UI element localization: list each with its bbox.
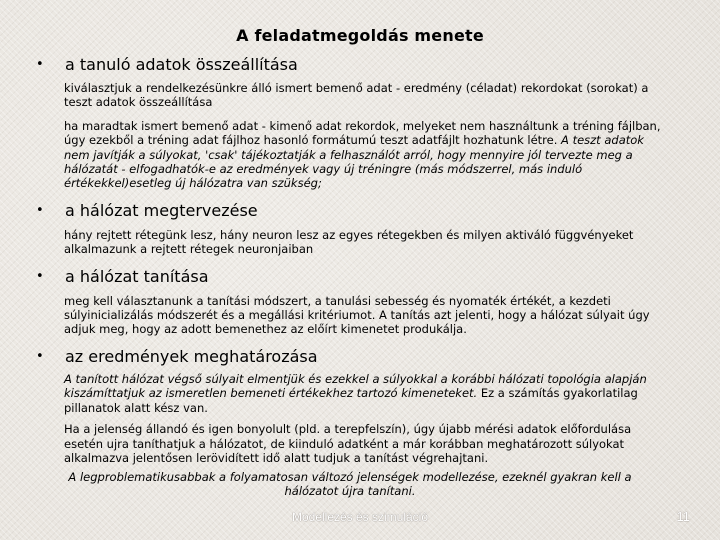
bullet-row: [36, 54, 668, 78]
closing-note: A legproblematikusabbak a folyamatosan változó jelenségek modellezése, ezeknél gyakran kell a hálózatot újra tanítani.: [68, 470, 632, 499]
section-heading: az eredmények meghatározása: [65, 346, 318, 366]
paragraph-italic: A tanított hálózat végső súlyait elmentjük és ezekkel a súlyokkal a korábbi hálózati topológia alapján kiszámíttatjuk az ismeretlen bemeneti értékekhez tartozó kimeneteket.: [64, 371, 647, 401]
bullet-row: [36, 200, 668, 224]
section-network-design: [36, 200, 668, 257]
paragraph: hány rejtett rétegünk lesz, hány neuron lesz az egyes rétegekben és milyen aktiváló függvényeket alkalmazunk a rejtett rétegek neuronjaiban: [64, 227, 634, 257]
paragraph: [64, 119, 668, 191]
paragraph-text: ha maradtak ismert bemenő adat - kimenő adat rekordok, melyeket nem használtunk a tréning fájlban, úgy ezekből a tréning adat fájlhoz hasonló formátumú teszt adatfájlt hozhatunk létre.: [64, 118, 661, 148]
bullet-icon: •: [36, 57, 44, 72]
slide-title: A feladatmegoldás menete: [236, 26, 484, 45]
page-number: 11: [676, 509, 690, 524]
footer-text: Modellezés és szimuláció: [291, 510, 429, 524]
bullet-icon: •: [36, 202, 44, 218]
bullet-row: [36, 266, 668, 290]
paragraph-text: Ez a számítás gyakorlatilag pillanatok alatt kész van.: [64, 386, 638, 415]
section-network-training: [36, 266, 668, 337]
bullet-icon: •: [36, 348, 44, 364]
section-training-data: [36, 54, 668, 191]
bullet-icon: •: [36, 268, 44, 284]
bullet-row: [36, 346, 668, 370]
paragraph-italic: A teszt adatok nem javítják a súlyokat, 'csak' tájékoztatják a felhasználót arról, hogy mennyire jól tervezte meg a hálózatát - elfogadhatók-e az eredmények vagy új tréningre (más módszerrel, más induló értékekkel)esetleg új hálózatra van szükség;: [64, 133, 644, 191]
content: [36, 54, 668, 465]
paragraph: meg kell választanunk a tanítási módszert, a tanulási sebesség és nyomaték értékét, a kezdeti súlyinicializálás módszerét és a megállási kritériumot. A tanítás azt jelenti, hogy a hálózat súlyait úgy adjuk meg, hogy az adott bemenethez az előírt kimenetet produkálja.: [64, 293, 650, 337]
paragraph: [64, 372, 668, 415]
section-heading: a hálózat tanítása: [65, 266, 209, 286]
paragraph: Ha a jelenség állandó és igen bonyolult (pld. a terepfelszín), úgy újabb mérési adatok előfordulása esetén ujra taníthatjuk a hálózatot, de kiinduló adatként a már korábban meghatározott súlyokat alkalmazva jelentősen lerövidített idő alatt tudjuk a tanítást végrehajtani.: [64, 422, 632, 465]
section-results: [36, 346, 668, 465]
section-heading: a hálózat megtervezése: [65, 200, 258, 220]
paragraph: kiválasztjuk a rendelkezésünkre álló ismert bemenő adat - eredmény (céladat) rekordokat (sorokat) a teszt adatok összeállítása: [64, 81, 649, 110]
section-heading: a tanuló adatok összeállítása: [65, 55, 298, 74]
